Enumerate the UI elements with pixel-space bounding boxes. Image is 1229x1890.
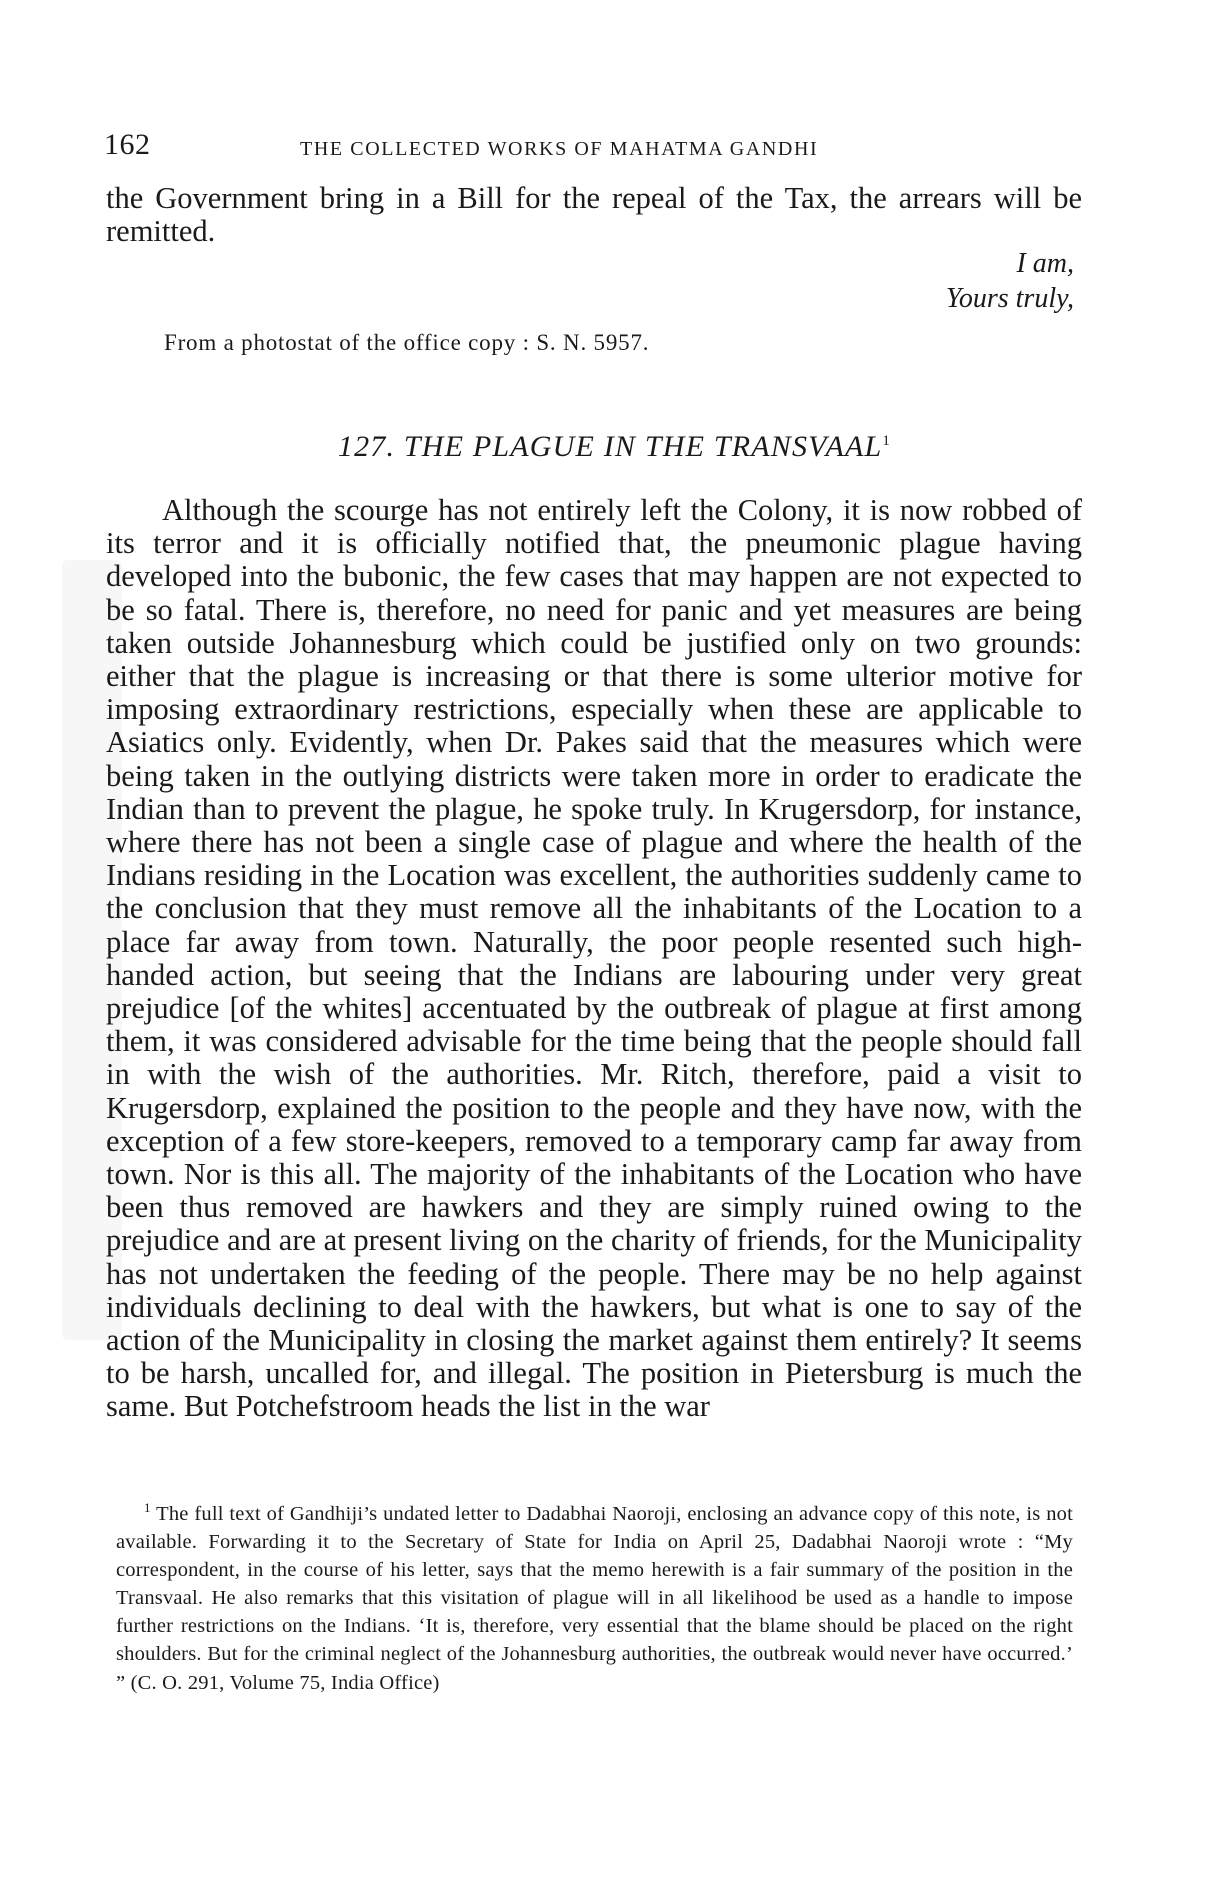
- page-header: [104, 128, 1084, 168]
- page-number: 162: [104, 128, 151, 161]
- letter-closing: [946, 246, 1074, 316]
- footnote-marker: 1: [144, 1500, 151, 1516]
- source-note: From a photostat of the office copy : S. N. 5957.: [164, 330, 650, 355]
- article-paragraph: Although the scourge has not entirely left the Colony, it is now robbed of its terror and it is officially notified that, the pneumonic plague having developed into the bubonic, the few cases that may happen are not expected to be so fatal. There is, therefore, no need for panic and yet measures are being taken outside Johannesburg which could be justified only on two grounds: either that the plague is increasing or that there is some ulterior motive for imposing extraordinary restrictions, especially when these are applicable to Asiatics only. Evidently, when Dr. Pakes said that the measures which were being taken in the outlying districts were taken more in order to eradicate the Indian than to prevent the plague, he spoke truly. In Krugersdorp, for instance, where there has not been a single case of plague and where the health of the Indians residing in the Location was excellent, the authorities suddenly came to the conclusion that they must remove all the inhabitants of the Location to a place far away from town. Naturally, the poor people resented such high-handed action, but seeing that the Indians are labouring under very great prejudice [of the whites] accentuated by the outbreak of plague at first among them, it was considered advisable for the time being that the people should fall in with the wish of the authorities. Mr. Ritch, therefore, paid a visit to Krugersdorp, explained the position to the people and they have now, with the exception of a few store-keepers, removed to a temporary camp far away from town. Nor is this all. The majority of the inhabitants of the Location who have been thus removed are hawkers and they are simply ruined owing to the prejudice and are at present living on the charity of friends, for the Municipality has not undertaken the feeding of the people. There may be no help against individuals declining to deal with the hawkers, but what is one to say of the action of the Municipality in closing the market against them entirely? It seems to be harsh, uncalled for, and illegal. The position in Pietersburg is much the same. But Potchefstroom heads the list in the war: [106, 493, 1082, 1424]
- article-title-text: 127. THE PLAGUE IN THE TRANSVAAL: [337, 430, 883, 463]
- footnote-text: The full text of Gandhiji’s undated letter to Dadabhai Naoroji, enclosing an advance copy of this note, is not available. Forwarding it to the Secretary of State for India on April 25, Dadabhai Naoroji wrote : “My correspondent, in the course of his letter, says that the memo herewith is a fair summary of the position in the Transvaal. He also remarks that this visitation of plague will in all likelihood be used as a handle to impose further restrictions on the Indians. ‘It is, therefore, very essential that the blame should be placed on the right shoulders. But for the criminal neglect of the Johannesburg authorities, the outbreak would never have occurred.’ ” (C. O. 291, Volume 75, India Office): [116, 1503, 1073, 1694]
- title-footnote-marker: 1: [882, 433, 892, 449]
- article-title: [0, 430, 1229, 464]
- closing-line-2: Yours truly,: [945, 283, 1074, 314]
- footnote: [116, 1500, 1073, 1697]
- letter-end-text: the Government bring in a Bill for the repeal of the Tax, the arrears will be remitted.: [106, 181, 1082, 249]
- running-head: THE COLLECTED WORKS OF MAHATMA GANDHI: [300, 138, 819, 160]
- closing-line-1: I am,: [1016, 248, 1074, 279]
